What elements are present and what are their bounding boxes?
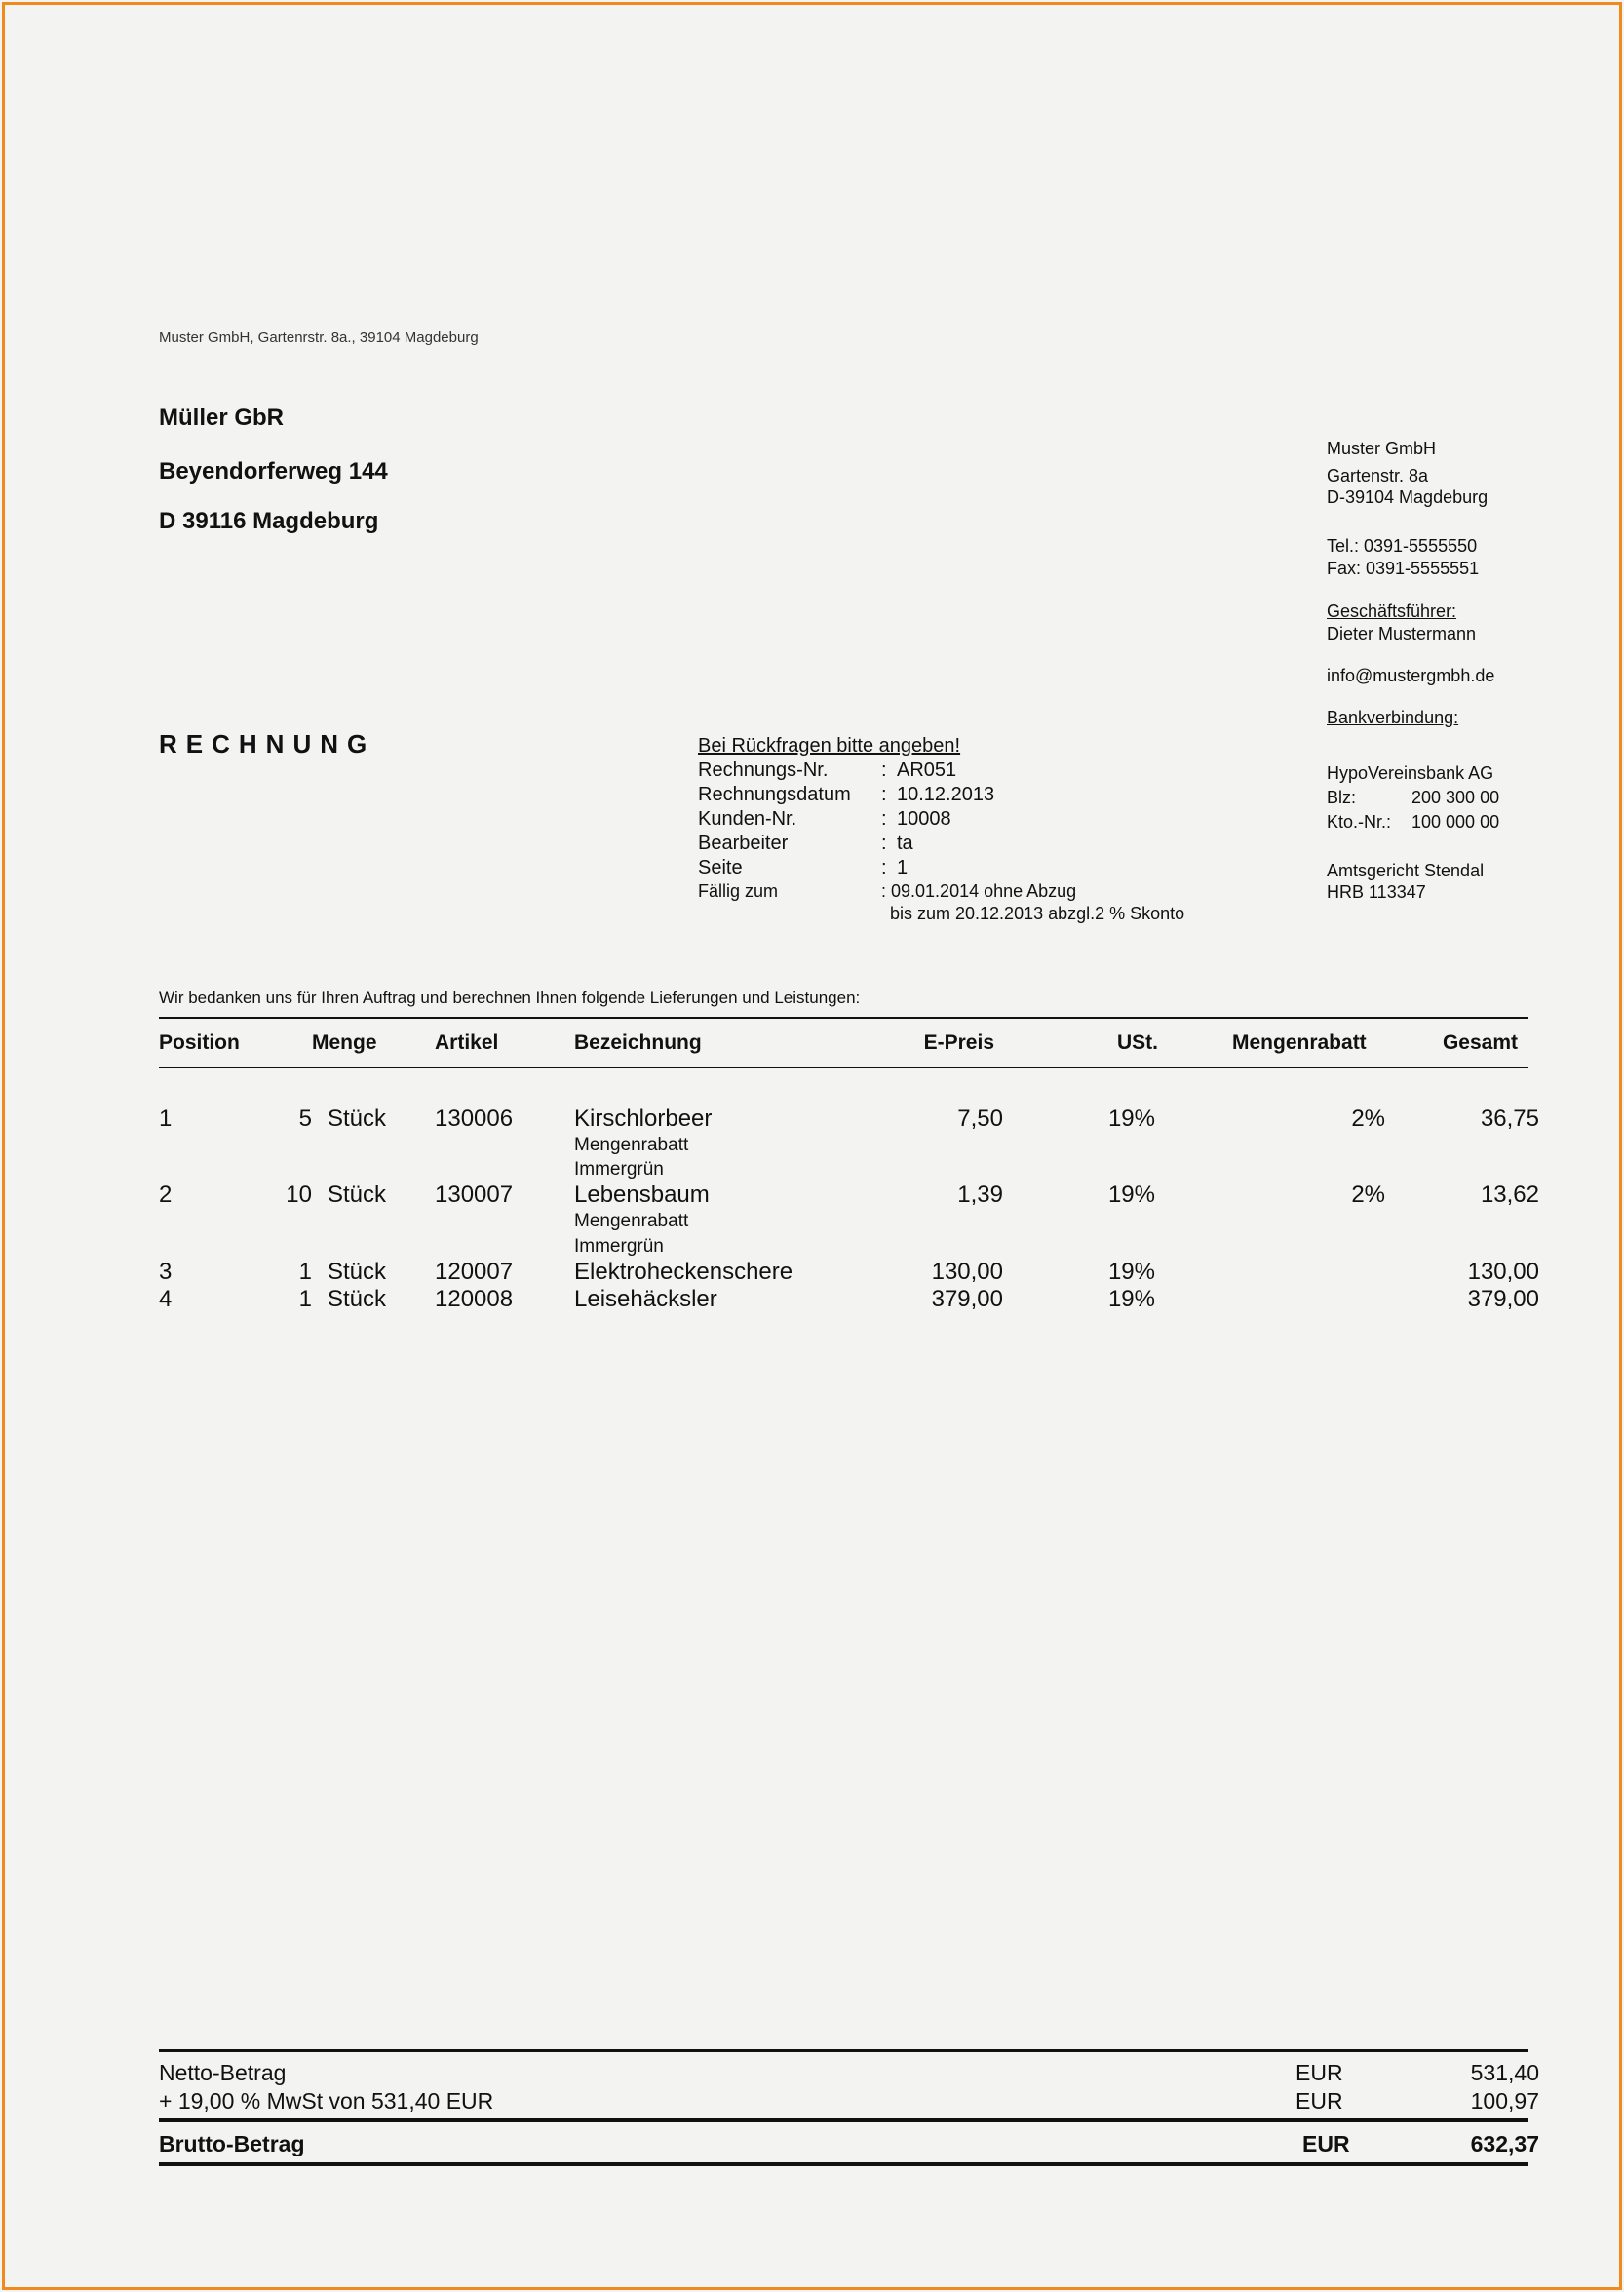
cell-ust: 19%: [1107, 1106, 1155, 1132]
cell-artikel: 120008: [435, 1286, 514, 1312]
cell-unit: Stück: [328, 1286, 387, 1312]
mwst-currency: EUR: [1295, 2088, 1343, 2114]
document-title: RECHNUNG: [159, 729, 376, 758]
cell-bezeichnung: Leisehäcksler: [574, 1286, 717, 1312]
cell-unit: Stück: [328, 1106, 387, 1132]
company-street: Gartenstr. 8a: [1327, 466, 1429, 486]
company-gf-label: Geschäftsführer:: [1327, 602, 1457, 621]
ref-row: [698, 832, 913, 856]
company-email: info@mustergmbh.de: [1327, 666, 1495, 685]
ref-due-skonto: bis zum 20.12.2013 abzgl.2 % Skonto: [890, 904, 1185, 923]
brutto-currency: EUR: [1302, 2131, 1350, 2156]
cell-note: Mengenrabatt: [574, 1135, 689, 1155]
ref-colon: :: [881, 857, 887, 878]
ref-colon: :: [881, 808, 887, 830]
cell-gesamt: 130,00: [1467, 1259, 1539, 1285]
th-mengenrabatt: Mengenrabatt: [1232, 1031, 1367, 1054]
brutto-label: Brutto-Betrag: [159, 2131, 305, 2156]
ref-row: [698, 758, 956, 783]
cell-gesamt: 13,62: [1480, 1182, 1539, 1208]
cell-artikel: 130007: [435, 1182, 514, 1208]
cell-bezeichnung: Kirschlorbeer: [574, 1106, 713, 1132]
ref-label: Rechnungsdatum: [698, 784, 851, 805]
cell-e-preis: 379,00: [931, 1286, 1003, 1312]
cell-ust: 19%: [1107, 1286, 1155, 1312]
totals-top-rule: [159, 2049, 1528, 2052]
company-hrb: HRB 113347: [1327, 882, 1426, 902]
ref-label: Fällig zum: [698, 881, 779, 901]
ref-row: [698, 856, 908, 880]
ref-label: Bearbeiter: [698, 833, 789, 854]
cell-qty: 1: [298, 1286, 312, 1312]
company-name: Muster GmbH: [1327, 439, 1437, 458]
cell-gesamt: 379,00: [1467, 1286, 1539, 1312]
ref-colon: :: [881, 784, 887, 805]
company-fax: Fax: 0391-5555551: [1327, 559, 1480, 578]
th-artikel: Artikel: [435, 1031, 499, 1054]
th-gesamt: Gesamt: [1442, 1031, 1518, 1054]
cell-position: 1: [159, 1106, 173, 1132]
recipient-city: D 39116 Magdeburg: [159, 508, 379, 534]
cell-note: Immergrün: [574, 1236, 664, 1257]
company-gf-name: Dieter Mustermann: [1327, 624, 1477, 643]
th-position: Position: [159, 1031, 240, 1054]
company-bank-name: HypoVereinsbank AG: [1327, 763, 1494, 783]
company-bank-label: Bankverbindung:: [1327, 708, 1459, 727]
ref-colon: :: [881, 881, 892, 901]
sender-line: Muster GmbH, Gartenrstr. 8a., 39104 Magdeburg: [159, 330, 479, 346]
ref-value: 1: [897, 857, 909, 878]
ref-value: ta: [897, 833, 913, 854]
ref-label: Rechnungs-Nr.: [698, 759, 829, 781]
cell-note: Mengenrabatt: [574, 1211, 689, 1231]
company-blz-label: Blz:: [1327, 788, 1357, 807]
cell-bezeichnung: Elektroheckenschere: [574, 1259, 793, 1285]
netto-currency: EUR: [1295, 2060, 1343, 2085]
ref-colon: :: [881, 833, 887, 854]
cell-artikel: 120007: [435, 1259, 514, 1285]
totals-mid-rule: [159, 2118, 1528, 2122]
cell-qty: 1: [298, 1259, 312, 1285]
ref-value: 09.01.2014 ohne Abzug: [891, 881, 1077, 901]
cell-ust: 19%: [1107, 1182, 1155, 1208]
cell-rabatt: 2%: [1351, 1106, 1385, 1132]
mwst-amount: 100,97: [1470, 2088, 1539, 2114]
company-kto: 100 000 00: [1411, 812, 1500, 832]
cell-unit: Stück: [328, 1259, 387, 1285]
table-top-rule: [159, 1017, 1528, 1019]
ref-colon: :: [881, 759, 887, 781]
company-kto-label: Kto.-Nr.:: [1327, 812, 1392, 832]
th-e-preis: E-Preis: [923, 1031, 994, 1054]
totals-bottom-rule: [159, 2162, 1528, 2166]
cell-position: 2: [159, 1182, 173, 1208]
mwst-label: + 19,00 % MwSt von 531,40 EUR: [159, 2088, 494, 2114]
cell-qty: 5: [298, 1106, 312, 1132]
cell-unit: Stück: [328, 1182, 387, 1208]
cell-e-preis: 130,00: [931, 1259, 1003, 1285]
ref-heading: Bei Rückfragen bitte angeben!: [698, 735, 961, 757]
company-blz: 200 300 00: [1411, 788, 1500, 807]
ref-due-row: [698, 879, 1076, 904]
recipient-name: Müller GbR: [159, 405, 285, 431]
cell-rabatt: 2%: [1351, 1182, 1385, 1208]
th-ust: USt.: [1117, 1031, 1158, 1054]
ref-row: [698, 783, 994, 807]
cell-position: 3: [159, 1259, 173, 1285]
ref-label: Kunden-Nr.: [698, 808, 797, 830]
ref-value: 10.12.2013: [897, 784, 995, 805]
cell-ust: 19%: [1107, 1259, 1155, 1285]
ref-value: 10008: [897, 808, 951, 830]
cell-qty: 10: [286, 1182, 312, 1208]
cell-gesamt: 36,75: [1480, 1106, 1539, 1132]
cell-artikel: 130006: [435, 1106, 514, 1132]
brutto-amount: 632,37: [1470, 2131, 1539, 2156]
company-city: D-39104 Magdeburg: [1327, 487, 1489, 507]
company-court: Amtsgericht Stendal: [1327, 861, 1485, 880]
netto-amount: 531,40: [1470, 2060, 1539, 2085]
cell-bezeichnung: Lebensbaum: [574, 1182, 710, 1208]
ref-row: [698, 807, 951, 832]
cell-note: Immergrün: [574, 1159, 664, 1180]
table-header-rule: [159, 1067, 1528, 1068]
intro-text: Wir bedanken uns für Ihren Auftrag und berechnen Ihnen folgende Lieferungen und Leistungen:: [159, 989, 861, 1007]
cell-e-preis: 1,39: [957, 1182, 1003, 1208]
company-tel: Tel.: 0391-5555550: [1327, 536, 1478, 556]
th-menge: Menge: [312, 1031, 377, 1054]
netto-label: Netto-Betrag: [159, 2060, 287, 2085]
ref-value: AR051: [897, 759, 957, 781]
cell-position: 4: [159, 1286, 173, 1312]
recipient-street: Beyendorferweg 144: [159, 458, 388, 485]
ref-label: Seite: [698, 857, 743, 878]
th-bezeichnung: Bezeichnung: [574, 1031, 702, 1054]
cell-e-preis: 7,50: [957, 1106, 1003, 1132]
